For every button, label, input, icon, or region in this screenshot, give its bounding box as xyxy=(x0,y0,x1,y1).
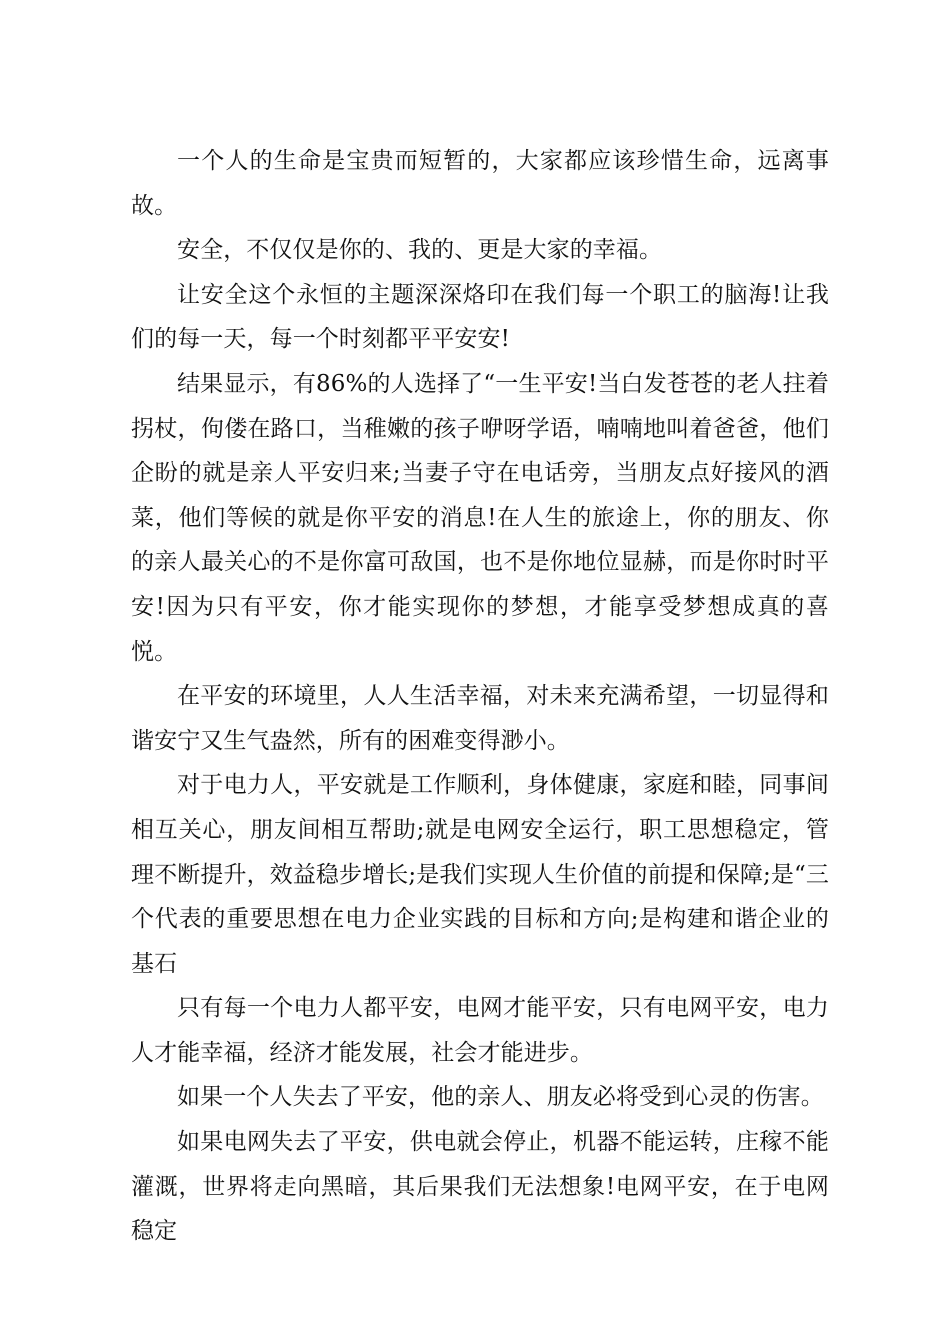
document-body xyxy=(131,139,829,1254)
paragraph-2: 安全，不仅仅是你的、我的、更是大家的幸福。 xyxy=(177,237,663,264)
paragraph-6: 对于电力人，平安就是工作顺利，身体健康，家庭和睦，同事间相互关心，朋友间相互帮助;就是电网安全运行，职工思想稳定，管理不断提升，效益稳步增长;是我们实现人生价值的前提和保障;是“三个代表的重要思想在电力企业实践的目标和方向;是构建和谐企业的基石 xyxy=(131,772,829,977)
paragraph-7: 只有每一个电力人都平安，电网才能平安，只有电网平安，电力人才能幸福，经济才能发展，社会才能进步。 xyxy=(131,995,829,1066)
paragraph-3: 让安全这个永恒的主题深深烙印在我们每一个职工的脑海!让我们的每一天，每一个时刻都平平安安! xyxy=(131,281,829,353)
paragraph-5: 在平安的环境里，人人生活幸福，对未来充满希望，一切显得和谐安宁又生气盎然，所有的困难变得渺小。 xyxy=(131,683,829,754)
paragraph-9: 如果电网失去了平安，供电就会停止，机器不能运转，庄稼不能灌溉，世界将走向黑暗，其后果我们无法想象!电网平安，在于电网稳定 xyxy=(131,1129,829,1245)
paragraph-8: 如果一个人失去了平安，他的亲人、朋友必将受到心灵的伤害。 xyxy=(177,1084,824,1111)
paragraph-4: 结果显示，有86%的人选择了“一生平安!当白发苍苍的老人拄着拐杖，佝偻在路口，当稚嫩的孩子咿呀学语，喃喃地叫着爸爸，他们企盼的就是亲人平安归来;当妻子守在电话旁，当朋友点好接风的酒菜，他们等候的就是你平安的消息!在人生的旅途上，你的朋友、你的亲人最关心的不是你富可敌国，也不是你地位显赫，而是你时时平安!因为只有平安，你才能实现你的梦想，才能享受梦想成真的喜悦。 xyxy=(131,370,829,665)
paragraph-1: 一个人的生命是宝贵而短暂的，大家都应该珍惜生命，远离事故。 xyxy=(131,148,829,219)
